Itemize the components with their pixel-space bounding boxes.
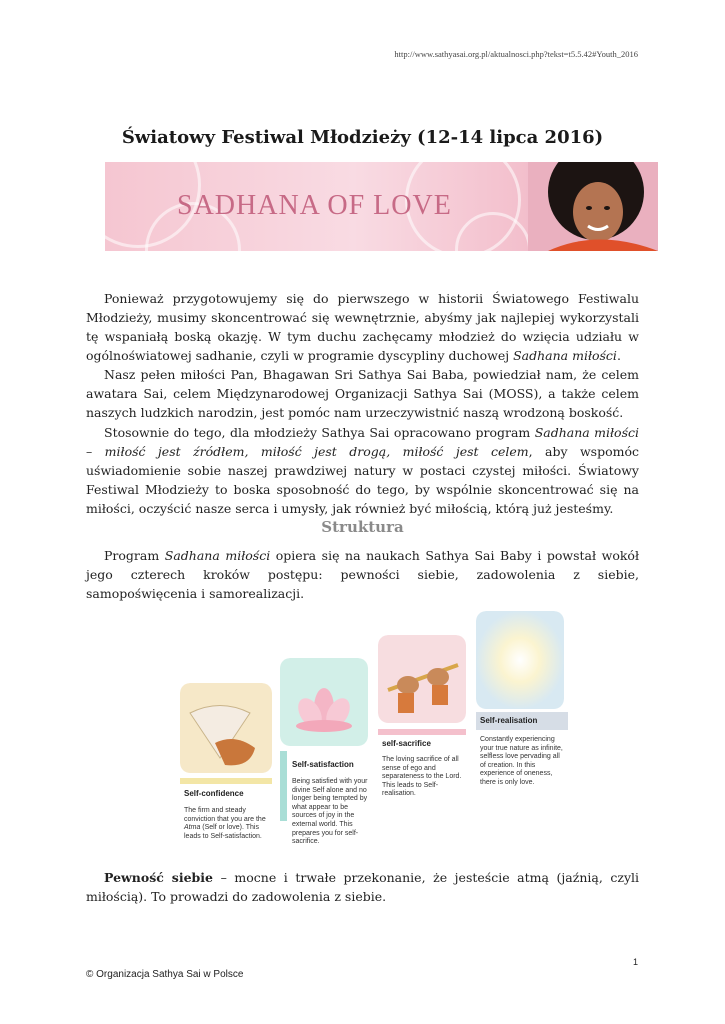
step-self-satisfaction: [280, 658, 368, 858]
portrait-image: [528, 162, 658, 251]
step-self-confidence: [180, 683, 272, 858]
step-description: The loving sacrifice of all sense of ego and separateness to the Lord. This leads to Self-realisation.: [382, 756, 462, 798]
lotus-image: [280, 658, 368, 746]
step-heading: Self-confidence: [184, 789, 244, 798]
step-tab: [378, 729, 466, 735]
page-title: Światowy Festiwal Młodzieży (12-14 lipca 2016): [121, 127, 604, 148]
page-number: 1: [632, 957, 638, 967]
footer-copyright: © Organizacja Sathya Sai w Polsce: [86, 969, 244, 980]
step-self-realisation: [476, 611, 568, 811]
four-steps-diagram: [180, 608, 570, 858]
self-confidence-paragraph: Pewność siebie – mocne i trwałe przekonanie, że jesteście atmą (jaźnią, czyli miłością). To prowadzi do zadowolenia z siebie.: [86, 870, 640, 904]
section-heading: Struktura: [321, 518, 404, 536]
purpose-paragraph: Nasz pełen miłości Pan, Bhagawan Sri Sathya Sai Baba, powiedział nam, że celem awatara Sai, celem Międzynarodowej Organizacji Sathya Sai (MOSS), a także celem naszych ludzkich narodzin, jest pomóc nam urzeczywistnić naszą wrodzoną boskość.: [86, 367, 639, 420]
flute-hands-image: [378, 635, 466, 723]
step-heading: Self-satisfaction: [292, 760, 354, 769]
step-description: Constantly experiencing your true nature as infinite, selfless love pervading all of creation. In this experience of oneness, there is only love.: [480, 736, 563, 786]
structure-paragraph: Program Sadhana miłości opiera się na naukach Sathya Sai Baby i powstał wokół jego czterech kroków postępu: pewności siebie, zadowolenia z siebie, samopoświęcenia i samorealizacji.: [86, 548, 639, 601]
source-url[interactable]: http://www.sathyasai.org.pl/aktualnosci.php?tekst=t5.5.42#Youth_2016: [394, 49, 638, 59]
step-description: Being satisfied with your divine Self alone and no longer being tempted by what appear to be sources of joy in the external world. This prepares you for self-sacrifice.: [292, 778, 368, 846]
banner-title: SADHANA OF LOVE: [177, 190, 452, 221]
step-description: The firm and steady conviction that you are the Atma (Self or love). This leads to Self-satisfaction.: [184, 807, 266, 840]
step-heading: Self-realisation: [480, 716, 538, 725]
step-tab: [180, 778, 272, 784]
radiant-light-image: [476, 611, 564, 709]
intro-paragraph: Ponieważ przygotowujemy się do pierwszego w historii Światowego Festiwalu Młodzieży, musimy skoncentrować się wewnętrznie, abyśmy jak najlepiej wykorzystali tę wspaniałą boską okazję. W tym duchu zachęcamy młodzież do wzięcia udziału w ogólnoświatowej sadhanie, czyli w programie dyscypliny duchowej Sadhana miłości.: [86, 291, 639, 363]
sadhana-banner: [105, 162, 658, 251]
step-tab: [280, 751, 287, 821]
step-self-sacrifice: [378, 635, 466, 835]
program-paragraph: Stosownie do tego, dla młodzieży Sathya Sai opracowano program Sadhana miłości – miłość jest źródłem, miłość jest drogą, miłość jest celem, aby wspomóc uświadomienie sobie naszej prawdziwej natury w postaci czystej miłości. Światowy Festiwal Młodzieży to boska sposobność do tego, by wspólnie skoncentrować się na miłości, oczyścić nasze serca i umysły, jak również być miłością, którą już jesteśmy.: [86, 425, 639, 516]
step-heading: self-sacrifice: [382, 739, 431, 748]
conch-hand-image: [180, 683, 272, 773]
